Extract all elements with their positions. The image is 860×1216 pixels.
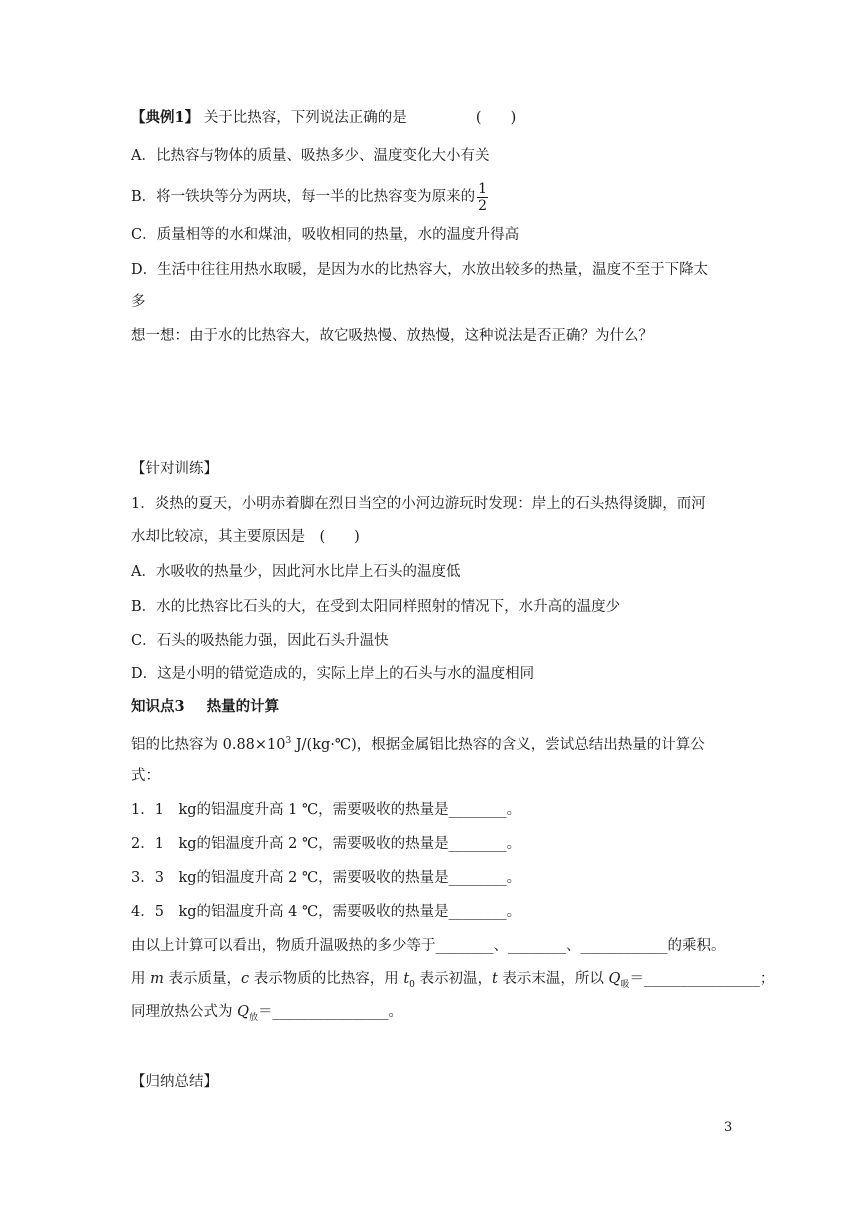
example1-label: 【典例1】 [131,109,200,126]
knowledge3-release-formula: 同理放热公式为 $Q_放=\_\_\_\_\_\_\_\_\_\_\_\_\_\_\_\_$。 [131,1004,404,1023]
practice-option-b: B．水的比热容比石头的大，在受到太阳同样照射的情况下，水升高的温度少 [131,599,621,615]
example1-option-d-line1: D．生活中往往用热水取暖，是因为水的比热容大，水放出较多的热量，温度不至于下降太 [131,262,709,278]
knowledge3-item-4: 4．5 kg的铝温度升高 4 ℃，需要吸收的热量是________。 [131,904,522,920]
summary-heading: 【归纳总结】 [131,1074,218,1090]
fraction-one-half: $\frac{1}{2}$ [478,180,488,214]
practice-option-c: C．石头的吸热能力强，因此石头升温快 [131,633,389,649]
knowledge3-intro: 铝的比热容为 $0.88\times 10^3$ J/(kg·℃)，根据金属铝比热容的含义，尝试总结出热量的计算公 [131,736,705,753]
knowledge3-item-2: 2．1 kg的铝温度升高 2 ℃，需要吸收的热量是________。 [131,836,522,852]
knowledge3-heading [131,697,279,717]
example1-answer-bracket: ( ) [475,110,517,126]
example1-option-b-text: B．将一铁块等分为两块，每一半的比热容变为原来的 [131,189,476,205]
practice-option-d: D．这是小明的错觉造成的，实际上岸上的石头与水的温度相同 [131,666,535,682]
knowledge3-item-3: 3．3 kg的铝温度升高 2 ℃，需要吸收的热量是________。 [131,870,522,886]
practice-heading: 【针对训练】 [131,461,218,477]
practice-q1-line2: 水却比较凉，其主要原因是 ( ) [131,529,360,545]
knowledge3-intro-line2: 式： [131,768,160,784]
example1-option-a: A．比热容与物体的质量、吸热多少、温度变化大小有关 [131,148,490,164]
example1-option-c: C．质量相等的水和煤油，吸收相同的热量，水的温度升得高 [131,227,520,243]
example1-option-b [131,174,488,220]
practice-q1-line1: 1．炎热的夏天，小明赤着脚在烈日当空的小河边游玩时发现：岸上的石头热得烫脚，而河 [131,496,706,512]
knowledge3-label: 知识点3 [131,698,185,715]
knowledge3-title: 热量的计算 [206,698,280,715]
knowledge3-item-1: 1．1 kg的铝温度升高 1 ℃，需要吸收的热量是________。 [131,802,522,818]
knowledge3-conclusion: 由以上计算可以看出，物质升温吸热的多少等于________、________、____________的乘积。 [131,938,726,954]
example1-question-text: 关于比热容，下列说法正确的是 [203,110,407,126]
page-number: 3 [724,1120,733,1135]
example1-think: 想一想：由于水的比热容大，故它吸热慢、放热慢，这种说法是否正确？为什么？ [131,328,653,344]
example1-option-d-line2: 多 [131,294,146,310]
knowledge3-formula: 用 m 表示质量，c 表示物质的比热容，用 $t_0$ 表示初温，t 表示末温，所以 $Q_吸=\_\_\_\_\_\_\_\_\_\_\_\_\_\_\_\_$； [131,971,775,990]
practice-option-a: A．水吸收的热量少，因此河水比岸上石头的温度低 [131,564,461,580]
example1-question [131,108,516,128]
